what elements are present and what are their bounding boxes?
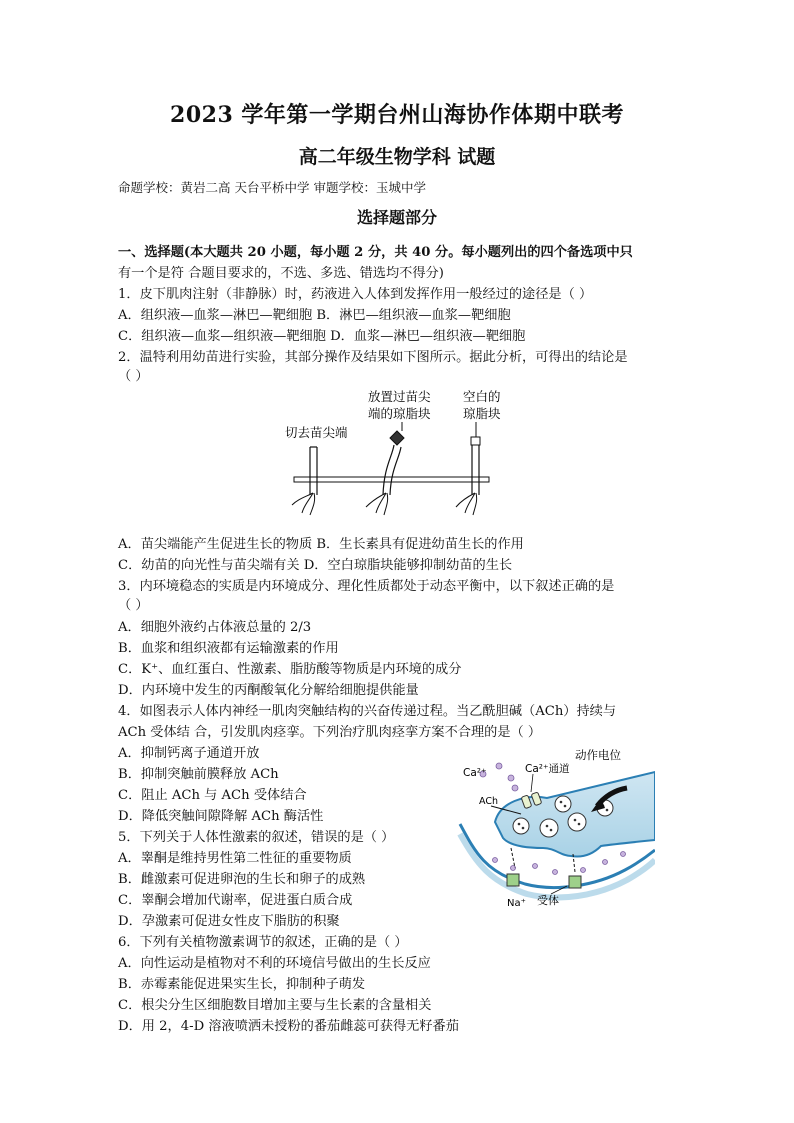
q3-option-d: D．内环境中发生的丙酮酸氧化分解给细胞提供能量 [118,683,419,698]
label-ca-channel: Ca²⁺通道 [525,763,570,775]
ach-release-arrow-left [511,848,515,868]
q1-stem: 1．皮下肌肉注射（非静脉）时，药液进入人体到发挥作用一般经过的途径是（ ） [118,287,593,302]
q4-option-c: C．阻止 ACh 与 ACh 受体结合 [118,788,307,803]
vesicle [555,796,571,812]
authors-line: 命题学校：黄岩二高 天台平桥中学 审题学校：玉城中学 [118,180,426,195]
vesicle [540,819,558,837]
seedling-2-roots [366,493,388,515]
seedling-3-stem [472,445,479,495]
fig-label-placed-block-2: 端的琼脂块 [368,406,431,421]
q3-option-b: B．血浆和组织液都有运输激素的作用 [118,641,339,656]
seedling-1-roots [292,493,315,515]
q5-option-b: B．雌激素可促进卵泡的生长和卵子的成熟 [118,872,366,887]
vesicle [568,813,586,831]
exam-title: 2023 学年第一学期台州山海协作体期中联考 [170,102,624,128]
label-receptor: 受体 [537,894,559,907]
fig-label-blank-block-2: 琼脂块 [463,406,501,421]
vesicle [513,818,529,834]
q6-option-b: B．赤霉素能促进果实生长，抑制种子萌发 [118,977,366,992]
q4-option-d: D．降低突触间隙降解 ACh 酶活性 [118,809,324,824]
label-action-potential: 动作电位 [575,748,621,762]
q4-option-b: B．抑制突触前膜释放 ACh [118,767,279,782]
q2-stem-2: （ ） [118,369,149,384]
label-ach: ACh [479,796,498,807]
seedling-1-stem [310,447,317,495]
instructions-line-1: 一、选择题(本大题共 20 小题，每小题 2 分，共 40 分。每小题列出的四个备选项中只 [118,245,633,260]
q3-stem-2: （ ） [118,598,149,613]
seedling-3-roots [456,493,477,515]
q5-option-c: C．睾酮会增加代谢率，促进蛋白质合成 [118,893,353,908]
label-ca: Ca²⁺ [463,767,487,779]
seedling-3-blank-block [471,437,480,445]
q4-stem-1: 4．如图表示人体内神经一肌肉突触结构的兴奋传递过程。当乙酰胆碱（ACh）持续与 [118,704,617,719]
section-heading: 选择题部分 [356,208,437,227]
instructions-line-2: 有一个是符 合题目要求的，不选、多选、错选均不得分) [118,266,444,281]
ach-receptor-left [507,874,519,886]
q2-options-cd: C．幼苗的向光性与苗尖端有关 D．空白琼脂块能够抑制幼苗的生长 [118,558,513,573]
seedling-2-stem [383,445,401,495]
q3-option-c: C．K⁺、血红蛋白、性激素、脂肪酸等物质是内环境的成分 [118,662,462,677]
ach-receptor-right [569,876,581,888]
fig-label-cut-tip: 切去苗尖端 [285,425,348,440]
fig-label-blank-block-1: 空白的 [463,389,501,404]
q5-option-a: A．睾酮是维持男性第二性征的重要物质 [118,851,352,866]
exam-subtitle: 高二年级生物学科 试题 [298,146,496,168]
label-ca-channel-pointer [531,774,533,792]
q6-stem: 6．下列有关植物激素调节的叙述，正确的是（ ） [118,935,408,950]
q2-options-ab: A．苗尖端能产生促进生长的物质 B．生长素具有促进幼苗生长的作用 [118,537,524,552]
q2-stem-1: 2．温特利用幼苗进行实验，其部分操作及结果如下图所示。据此分析，可得出的结论是 [118,350,628,365]
q4-option-a: A．抑制钙离子通道开放 [118,746,260,761]
q5-stem: 5．下列关于人体性激素的叙述，错误的是（ ） [118,830,395,845]
q1-options-cd: C．组织液—血浆—组织液—靶细胞 D．血浆—淋巴—组织液—靶细胞 [118,329,526,344]
q4-stem-2: ACh 受体结 合，引发肌肉痉挛。下列治疗肌肉痉挛方案不合理的是（ ） [118,725,542,740]
q3-option-a: A．细胞外液约占体液总量的 2/3 [118,620,312,635]
q3-stem-1: 3．内环境稳态的实质是内环境成分、理化性质都处于动态平衡中，以下叙述正确的是 [118,579,615,594]
q2-seedling-figure [280,385,510,520]
q5-option-d: D．孕激素可促进女性皮下脂肪的积聚 [118,914,340,929]
q4-synapse-figure [455,742,655,912]
q6-option-c: C．根尖分生区细胞数目增加主要与生长素的含量相关 [118,998,432,1013]
q1-options-ab: A．组织液—血浆—淋巴—靶细胞 B．淋巴—组织液—血浆—靶细胞 [118,308,511,323]
fig-label-placed-block-1: 放置过苗尖 [368,389,431,404]
label-na: Na⁺ [507,898,526,909]
seedling-2-agar-block [390,431,404,445]
q6-option-d: D．用 2，4-D 溶液喷洒未授粉的番茄雌蕊可获得无籽番茄 [118,1019,459,1034]
q6-option-a: A．向性运动是植物对不利的环境信号做出的生长反应 [118,956,431,971]
